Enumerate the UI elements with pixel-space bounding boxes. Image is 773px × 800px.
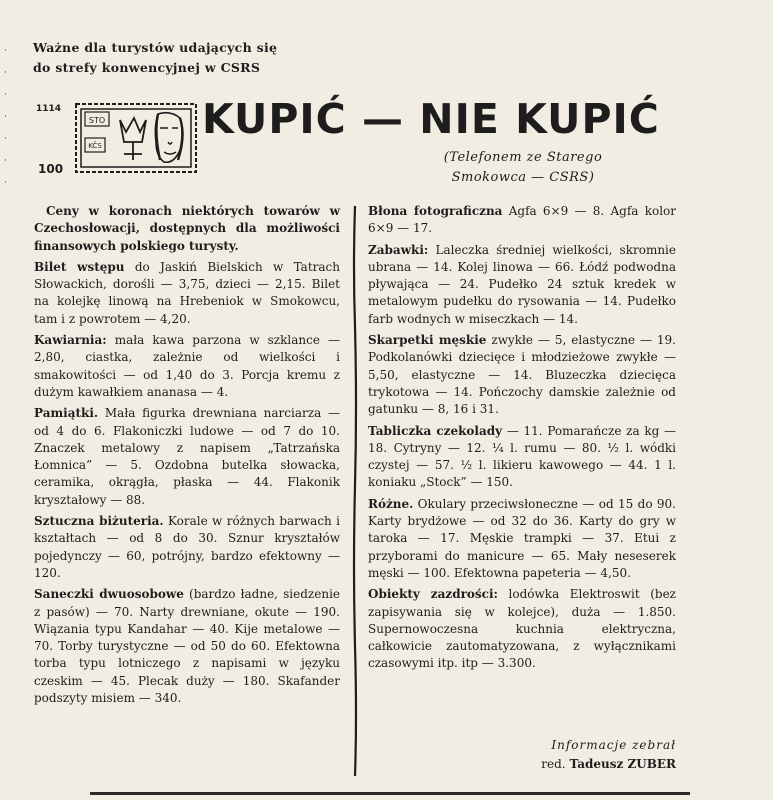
stamp-drawing-icon [74,102,198,174]
paragraph-head: Kawiarnia: [34,333,107,348]
stamp-label-1: STO [88,116,106,125]
column-divider [351,206,359,776]
paragraph-bilet [34,259,340,328]
paragraph-head: Saneczki dwuosobowe [34,587,184,602]
intro-paragraph: Ceny w koronach niektórych towarów w Czechosłowacji, dostępnych dla możliwości finansowych polskiego turysty. [34,204,340,253]
paragraph-skarpetki [368,332,676,418]
paragraph-text: Korale w różnych barwach i kształtach — od 8 do 30. Sznur kryształów pojedynczy — 60, potrójny, bardzo efektowny — 120. [34,514,340,580]
paragraph-czekolada [368,423,676,492]
paragraph-head: Bilet wstępu [34,259,125,274]
byline-line-1: (Telefonem ze Starego [443,150,603,165]
kicker [33,38,333,78]
paragraph-head: Sztuczna biżuteria. [34,514,164,529]
paragraph-head: Różne. [368,496,414,511]
kicker-line-2: do strefy konwencyjnej w CSRS [33,60,261,75]
paragraph-head: Błona fotograficzna [368,204,503,218]
signature-editor-line [368,755,676,774]
bottom-rule [90,792,690,795]
paragraph-head: Pamiątki. [34,406,99,421]
paragraph-head: Skarpetki męskie [368,333,487,348]
paragraph-text: Agfa 6×9 — 8. Agfa kolor 6×9 — 17. [368,204,677,236]
paragraph-text: — 11. Pomarańcze za kg — 18. Cytryny — 12. ¼ l. rumu — 80. ½ l. wódki czystej — 57. ½ l. likieru kawowego — 44. 1 l. koniaku „Stock” — 150. [368,423,676,490]
paragraph-head: Obiekty zazdrości: [368,587,498,602]
signature-name: Tadeusz ZUBER [569,757,676,771]
paragraph-head: Tabliczka czekolady [368,423,503,438]
left-column [34,203,340,711]
headline: KUPIĆ — NIE KUPIĆ [202,95,660,143]
paragraph-saneczki [34,586,340,707]
signature-prefix: red. [541,757,566,771]
paragraph-text: Okulary przeciwsłoneczne — od 15 do 90. Karty brydżowe — od 32 do 36. Karty do gry w taroka — 17. Męskie trampki — 37. Etui z przyborami do manicure — 65. Mały neseserek męski — 100. Efektowna papeteria — 4,50. [368,496,676,580]
paragraph-text: do Jaskiń Bielskich w Tatrach Słowackich, dorośli — 3,75, dzieci — 2,15. Bilet na kolejkę linową na Hrebeniok w Smokowcu, tam i z powrotem — 4,20. [34,259,340,326]
paragraph-text: (bardzo ładne, siedzenie z pasów) — 70. Narty drewniane, okute — 190. Wiązania typu Kandahar — 40. Kije metalowe — 70. Torby turystyczne — od 50 do 60. Efektowna torba typu lotniczego z napisami w języku czeskim — 45. Plecak duży — 180. Skafander podszyty misiem — 340. [34,587,341,706]
right-column [368,203,676,677]
stamp-number: 100 [38,162,64,176]
paragraph-rozne [368,496,676,582]
paragraph-obiekty [368,586,676,672]
paragraph-bizuteria [34,513,340,582]
postage-stamp-illustration [30,100,200,180]
margin-fragments: · · · · · · · [4,46,7,188]
paragraph-text: zwykłe — 5, elastyczne — 19. Podkolanówki dziecięce i młodzieżowe zwykłe — 5,50, elastyczne — 14. Bluzeczka dziecięca trykotowa — 14. Pończochy damskie zależnie od gatunku — 8, 16 i 31. [368,333,676,417]
stamp-code: 1114 [36,104,62,114]
paragraph-text: mała kawa parzona w szklance — 2,80, ciastka, zależnie od wielkości i smakowitości — od 1,40 do 3. Porcja kremu z dużym kawałkiem ananasa — 4. [34,333,340,399]
paragraph-text: Laleczka średniej wielkości, skromnie ubrana — 14. Kolej linowa — 66. Łódź podwodna pływająca — 24. Pudełko 24 sztuk kredek w metalowym pudełku do rysowania — 14. Pudełko farb wodnych w miseczkach — 14. [368,242,676,326]
paragraph-text: lodówka Elektroswit (bez zapisywania się w kolejce), duża — 1.850. Supernowoczesna kuchnia elektryczna, całkowicie zautomatyzowana, z wyłącznikami czasowymi itp. itp — 3.300. [368,587,676,671]
paragraph-head: Zabawki: [368,242,429,257]
byline [418,148,628,188]
paragraph-blona [368,203,676,238]
byline-line-2: Smokowca — CSRS) [451,170,595,185]
signature-note: Informacje zebrał [551,738,676,752]
paragraph-zabawki [368,242,676,328]
paragraph-kawiarnia [34,332,340,401]
stamp-label-2: KČS [88,142,102,150]
signature [368,736,676,774]
paragraph-pamiatki [34,405,340,509]
paragraph-text: Mała figurka drewniana narciarza — od 4 do 6. Flakoniczki ludowe — od 7 do 10. Znaczek metalowy z napisem „Tatrzańska Łomnica” — 5. Ozdobna butelka słowacka, ceramika, okrągła, płaska — 44. Flakonik kryształowy — 88. [34,406,340,507]
kicker-line-1: Ważne dla turystów udających się [33,40,278,55]
